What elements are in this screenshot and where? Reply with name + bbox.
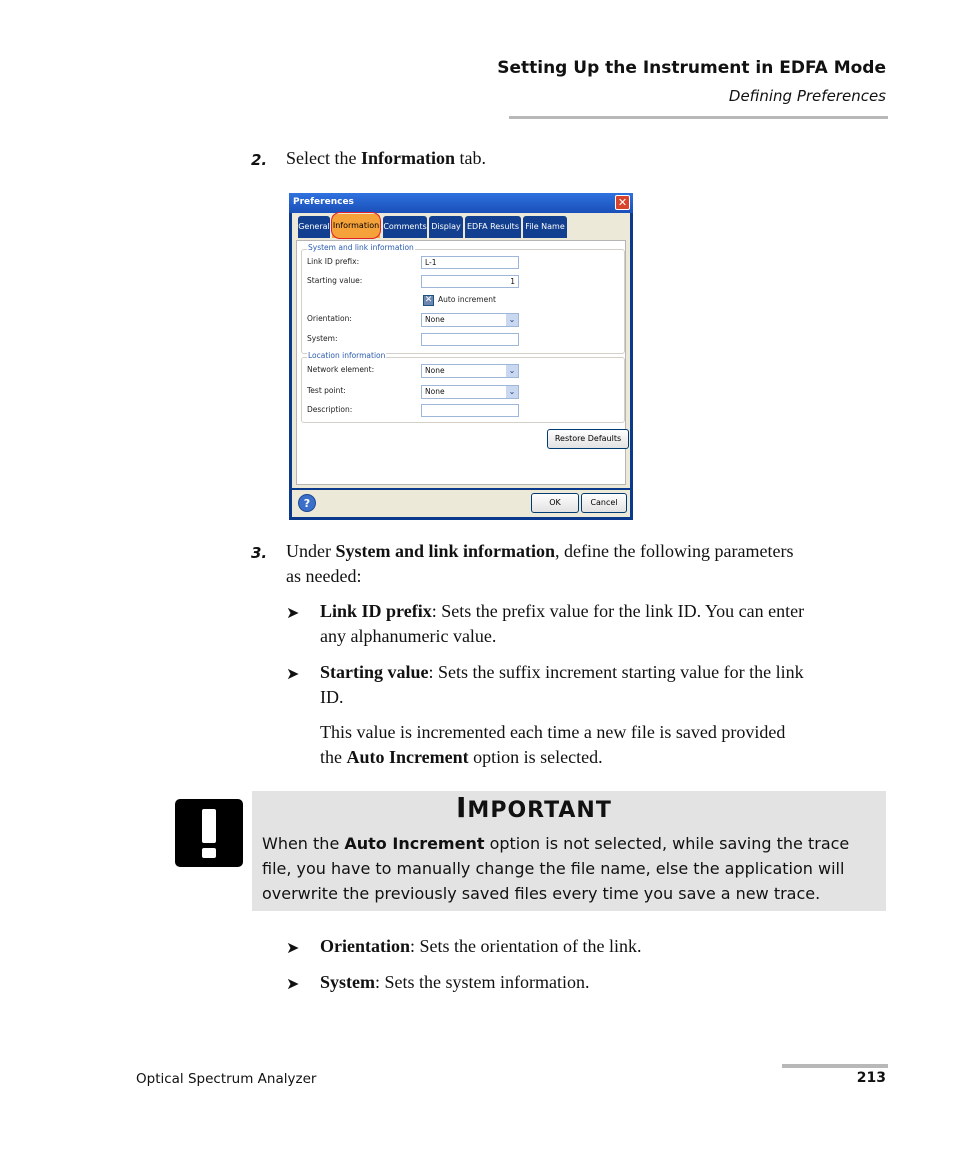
bullet-text-line2: any alphanumeric value. — [320, 626, 497, 646]
location-group — [301, 351, 625, 423]
step-3-text — [286, 539, 886, 589]
bullet-starting-value — [320, 660, 886, 710]
bullet-text-line2: ID. — [320, 687, 344, 707]
cancel-button[interactable]: Cancel — [581, 493, 627, 513]
dialog-title: Preferences — [293, 197, 354, 207]
important-line2: file, you have to manually change the file name, else the application will — [262, 859, 845, 878]
note-bold: Auto Increment — [346, 747, 469, 767]
tab-edfa-results[interactable]: EDFA Results — [465, 216, 521, 238]
bullet-link-id-prefix — [320, 599, 886, 649]
dialog-titlebar — [289, 193, 633, 213]
system-label: System: — [307, 334, 338, 343]
bullet-arrow-icon: ➤ — [286, 976, 300, 993]
chevron-down-icon: ⌄ — [506, 365, 518, 377]
tab-display[interactable]: Display — [429, 216, 463, 238]
description-label: Description: — [307, 405, 353, 414]
important-title — [456, 791, 612, 824]
tab-comments[interactable]: Comments — [383, 216, 427, 238]
link-id-input[interactable]: L-1 — [421, 256, 519, 269]
ok-button[interactable]: OK — [531, 493, 579, 513]
chapter-title: Setting Up the Instrument in EDFA Mode — [497, 58, 886, 78]
note-line2-after: option is selected. — [468, 747, 603, 767]
starting-value-label: Starting value: — [307, 276, 363, 285]
bullet-text: : Sets the system information. — [375, 972, 590, 992]
bullet-arrow-icon: ➤ — [286, 605, 300, 622]
important-bold: Auto Increment — [344, 834, 485, 853]
bullet-term: Orientation — [320, 936, 410, 956]
step-3-bold: System and link information — [335, 541, 556, 561]
restore-defaults-button[interactable]: Restore Defaults — [547, 429, 629, 449]
important-box — [252, 791, 886, 911]
orientation-select[interactable] — [421, 313, 519, 327]
bullet-text: : Sets the prefix value for the link ID. You can enter — [431, 601, 805, 621]
chevron-down-icon: ⌄ — [506, 314, 518, 326]
bullet-term: Starting value — [320, 662, 429, 682]
highlight-ring — [331, 212, 381, 239]
important-line1-after: option is not selected, while saving the trace — [484, 834, 850, 853]
help-icon[interactable]: ? — [298, 494, 316, 512]
dialog-body — [292, 213, 630, 488]
location-legend: Location information — [308, 351, 386, 360]
important-line1-before: When the — [262, 834, 345, 853]
network-element-select[interactable] — [421, 364, 519, 378]
header-rule — [509, 116, 888, 119]
step-2-text — [286, 146, 486, 171]
tab-general[interactable]: General — [298, 216, 330, 238]
starting-value-input[interactable]: 1 — [421, 275, 519, 288]
auto-increment-checkbox[interactable]: ✕ — [424, 295, 433, 305]
bullet-arrow-icon: ➤ — [286, 666, 300, 683]
bullet-term: Link ID prefix — [320, 601, 432, 621]
important-icon — [175, 799, 243, 867]
system-link-legend: System and link information — [308, 243, 414, 252]
step-3-text-after: , define the following parameters — [555, 541, 794, 561]
system-input[interactable] — [421, 333, 519, 346]
note-line1: This value is incremented each time a new file is saved provided — [320, 722, 786, 742]
bullet-term: System — [320, 972, 375, 992]
step-2-number: 2. — [251, 151, 268, 169]
step-2-text-before: Select the — [286, 148, 361, 168]
close-icon[interactable]: ✕ — [615, 195, 630, 210]
note-paragraph — [320, 720, 886, 770]
dialog-footer — [292, 490, 630, 517]
network-element-label: Network element: — [307, 365, 375, 374]
bullet-arrow-icon: ➤ — [286, 940, 300, 957]
important-icon-dot — [202, 848, 216, 858]
test-point-label: Test point: — [307, 386, 346, 395]
information-panel — [296, 240, 626, 485]
important-title-initial: I — [456, 791, 468, 824]
tab-file-name[interactable]: File Name — [523, 216, 567, 238]
important-line3: overwrite the previously saved files every time you save a new trace. — [262, 884, 821, 903]
auto-increment-label: Auto increment — [438, 295, 496, 304]
orientation-label: Orientation: — [307, 314, 352, 323]
bullet-text: : Sets the orientation of the link. — [410, 936, 642, 956]
page-number: 213 — [856, 1070, 886, 1086]
footer-product: Optical Spectrum Analyzer — [136, 1071, 317, 1087]
important-icon-bar — [202, 809, 216, 843]
tab-information[interactable]: Information — [332, 214, 380, 238]
step-2-bold: Information — [360, 148, 455, 168]
orientation-value: None — [425, 315, 445, 324]
step-3-line2: as needed: — [286, 566, 362, 586]
section-title: Defining Preferences — [728, 87, 886, 105]
system-link-group — [301, 243, 625, 354]
step-3-text-before: Under — [286, 541, 336, 561]
preferences-dialog — [289, 193, 633, 520]
description-input[interactable] — [421, 404, 519, 417]
network-element-value: None — [425, 366, 445, 375]
chevron-down-icon: ⌄ — [506, 386, 518, 398]
test-point-select[interactable] — [421, 385, 519, 399]
important-text — [262, 831, 880, 906]
link-id-label: Link ID prefix: — [307, 257, 360, 266]
step-3-number: 3. — [251, 544, 268, 562]
bullet-system — [320, 970, 589, 995]
important-title-rest: MPORTANT — [467, 798, 612, 823]
bullet-orientation — [320, 934, 641, 959]
note-line2-before: the — [320, 747, 347, 767]
test-point-value: None — [425, 387, 445, 396]
step-2-text-after: tab. — [454, 148, 486, 168]
bullet-text: : Sets the suffix increment starting value for the link — [428, 662, 804, 682]
footer-rule — [782, 1064, 888, 1068]
